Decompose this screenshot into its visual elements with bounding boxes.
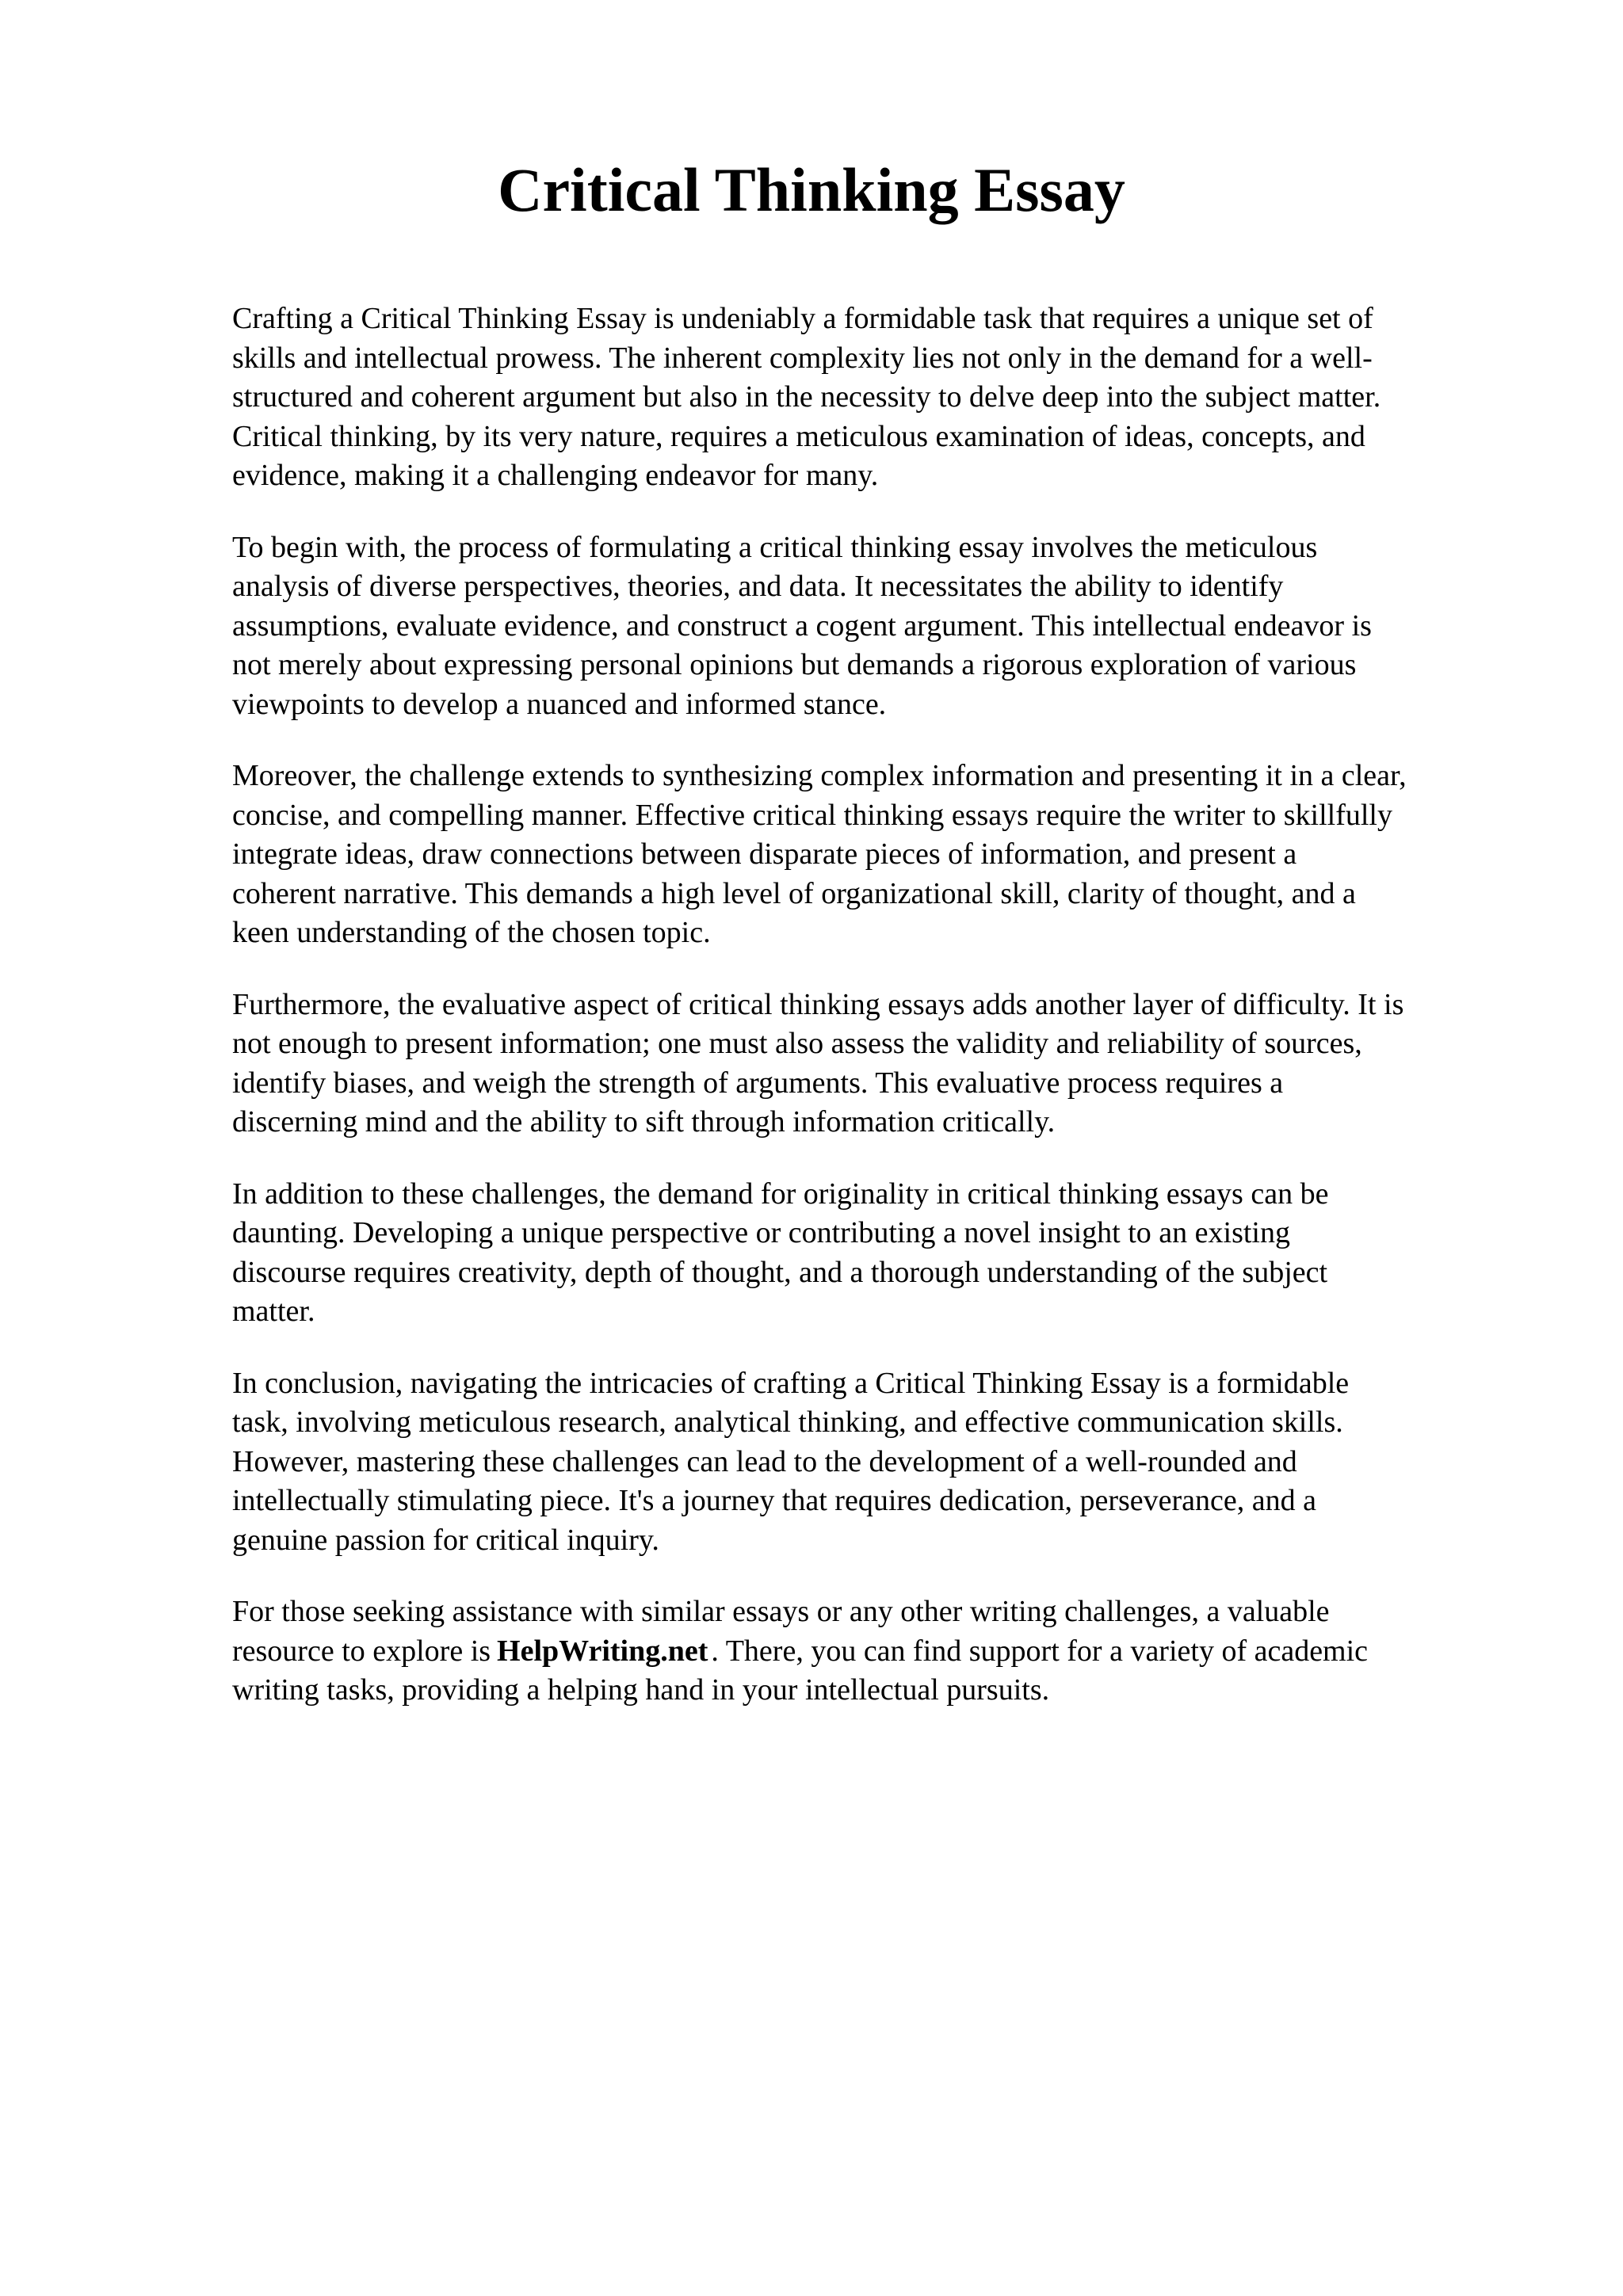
paragraph-evaluation xyxy=(232,986,1532,1142)
text-line: assumptions, evaluate evidence, and construct a cogent argument. This intellectual endeavor is xyxy=(232,608,1372,643)
text-line: matter. xyxy=(232,1295,315,1328)
text-line: integrate ideas, draw connections between disparate pieces of information, and present a xyxy=(232,837,1297,871)
paragraph-intro xyxy=(232,299,1532,496)
text-line: intellectually stimulating piece. It's a journey that requires dedication, perseverance, and a xyxy=(232,1484,1316,1517)
text-line: discerning mind and the ability to sift through information critically. xyxy=(232,1105,1056,1138)
text-before-link: resource to explore is xyxy=(232,1634,491,1668)
document-title: Critical Thinking Essay xyxy=(498,155,1125,224)
text-line: keen understanding of the chosen topic. xyxy=(232,916,711,949)
essay-body xyxy=(232,299,1532,1743)
text-line: not enough to present information; one must also assess the validity and reliability of sources, xyxy=(232,1027,1362,1060)
text-line: To begin with, the process of formulating a critical thinking essay involves the meticulous xyxy=(232,530,1318,564)
text-line: For those seeking assistance with similar essays or any other writing challenges, a valuable xyxy=(232,1595,1330,1628)
text-line: coherent narrative. This demands a high level of organizational skill, clarity of thought, and a xyxy=(232,876,1356,910)
text-line: skills and intellectual prowess. The inherent complexity lies not only in the demand for a well- xyxy=(232,341,1373,375)
text-line: daunting. Developing a unique perspective or contributing a novel insight to an existing xyxy=(232,1216,1290,1249)
text-line: analysis of diverse perspectives, theories, and data. It necessitates the ability to identify xyxy=(232,570,1284,603)
helpwriting-link[interactable]: HelpWriting.net xyxy=(497,1634,708,1668)
text-line: In addition to these challenges, the demand for originality in critical thinking essays can be xyxy=(232,1177,1329,1211)
text-line: viewpoints to develop a nuanced and informed stance. xyxy=(232,687,887,721)
text-line: concise, and compelling manner. Effective critical thinking essays require the writer to skillfully xyxy=(232,798,1392,832)
text-line: identify biases, and weigh the strength of arguments. This evaluative process requires a xyxy=(232,1066,1284,1100)
text-line: discourse requires creativity, depth of thought, and a thorough understanding of the subject xyxy=(232,1255,1328,1289)
text-line: Moreover, the challenge extends to synthesizing complex information and presenting it in a clear, xyxy=(232,759,1407,792)
text-line: not merely about expressing personal opinions but demands a rigorous exploration of various xyxy=(232,648,1357,681)
text-line: task, involving meticulous research, analytical thinking, and effective communication skills. xyxy=(232,1405,1343,1439)
text-line-with-link xyxy=(232,1632,1532,1672)
paragraph-conclusion xyxy=(232,1364,1532,1561)
text-line: Crafting a Critical Thinking Essay is undeniably a formidable task that requires a unique set of xyxy=(232,302,1373,335)
paragraph-closing xyxy=(232,1592,1532,1711)
text-line: Critical thinking, by its very nature, requires a meticulous examination of ideas, concepts, and xyxy=(232,419,1365,453)
text-line: However, mastering these challenges can lead to the development of a well-rounded and xyxy=(232,1444,1297,1478)
paragraph-process xyxy=(232,528,1532,725)
text-line: In conclusion, navigating the intricacies of crafting a Critical Thinking Essay is a formidable xyxy=(232,1366,1350,1400)
text-line: structured and coherent argument but also in the necessity to delve deep into the subject matter. xyxy=(232,380,1381,414)
text-line: Furthermore, the evaluative aspect of critical thinking essays adds another layer of difficulty. It is xyxy=(232,987,1404,1021)
text-line: genuine passion for critical inquiry. xyxy=(232,1523,659,1557)
text-line: evidence, making it a challenging endeavor for many. xyxy=(232,459,879,492)
text-after-link: . There, you can find support for a variety of academic xyxy=(711,1634,1369,1668)
paragraph-synthesis xyxy=(232,757,1532,953)
paragraph-originality xyxy=(232,1175,1532,1332)
text-line: writing tasks, providing a helping hand in your intellectual pursuits. xyxy=(232,1673,1050,1707)
